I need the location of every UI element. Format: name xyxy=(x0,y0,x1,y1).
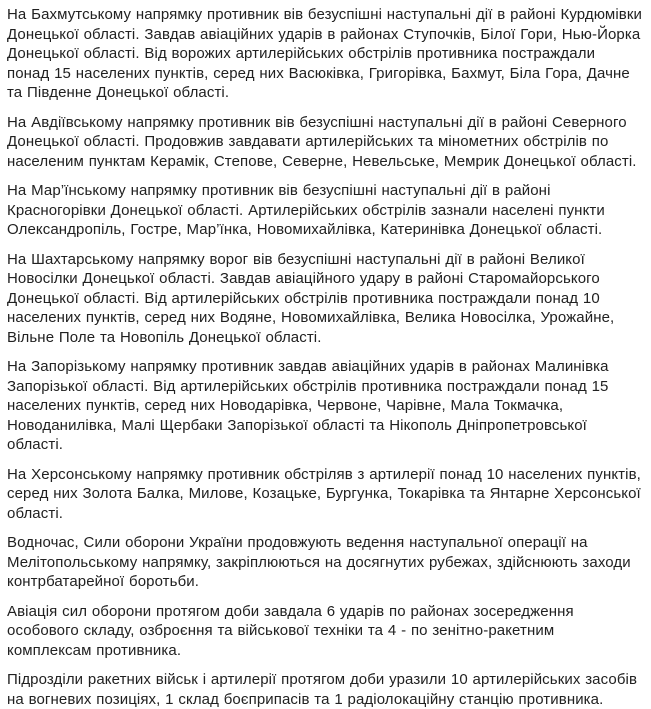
report-paragraph-rocket-artillery: Підрозділи ракетних військ і артилерії протягом доби уразили 10 артилерійських засобів на вогневих позиціях, 1 склад боєприпасів та 1 радіолокаційну станцію противника. xyxy=(7,671,638,708)
report-paragraph-aviation: Авіація сил оборони протягом доби завдала 6 ударів по районах зосередження особового складу, озброєння та військової техніки та 4 - по зенітно-ракетним комплексам противника. xyxy=(7,602,574,659)
report-paragraph-avdiivka: На Авдіївському напрямку противник вів безуспішні наступальні дії в районі Северного Донецької області. Продовжив завдавати артилерійських та мінометних обстрілів по населеним пунктам Керамік, Степове, Северне, Невельське, Мемрик Донецької області. xyxy=(7,113,637,170)
report-paragraph-marinka: На Мар’їнському напрямку противник вів безуспішні наступальні дії в районі Красногорівки Донецької області. Артилерійських обстрілів зазнали населені пункти Олександропіль, Гостре, Мар’їнка, Новомихайлівка, Катеринівка Донецької області. xyxy=(7,182,605,238)
report-paragraph-bakhmut: На Бахмутському напрямку противник вів безуспішні наступальні дії в районі Курдюмівки Донецької області. Завдав авіаційних ударів в районах Ступочків, Білої Гори, Нью-Йорка Донецької області. Від ворожих артилерійських обстрілів противника постраждали понад 15 населених пунктів, серед них Васюківка, Григорівка, Бахмут, Біла Гора, Дачне та Південне Донецької області. xyxy=(7,6,642,101)
report-paragraph-zaporizhzhia: На Запорізькому напрямку противник завдав авіаційних ударів в районах Малинівка Запорізької області. Від артилерійських обстрілів противника постраждали понад 15 населених пунктів, серед них Новодарівка, Червоне, Чарівне, Мала Токмачка, Новоданилівка, Малі Щербаки Запорізької області та Нікополь Дніпропетровської області. xyxy=(7,358,609,453)
report-paragraph-melitopol: Водночас, Сили оборони України продовжують ведення наступальної операції на Мелітопольському напрямку, закріплюються на досягнутих рубежах, здійснюють заходи контрбатарейної боротьби. xyxy=(7,534,631,590)
report-paragraph-shakhtarsk: На Шахтарському напрямку ворог вів безуспішні наступальні дії в районі Великої Новосілки Донецької області. Завдав авіаційного удару в районі Старомайорського Донецької області. Від артилерійських обстрілів противника постраждали понад 10 населених пунктів, серед них Водяне, Новомихайлівка, Велика Новосілка, Урожайне, Вільне Поле та Новопіль Донецької області. xyxy=(7,250,615,346)
report-paragraph-kherson: На Херсонському напрямку противник обстріляв з артилерії понад 10 населених пунктів, серед них Золота Балка, Милове, Козацьке, Бургунка, Токарівка та Янтарне Херсонської області. xyxy=(7,465,641,522)
